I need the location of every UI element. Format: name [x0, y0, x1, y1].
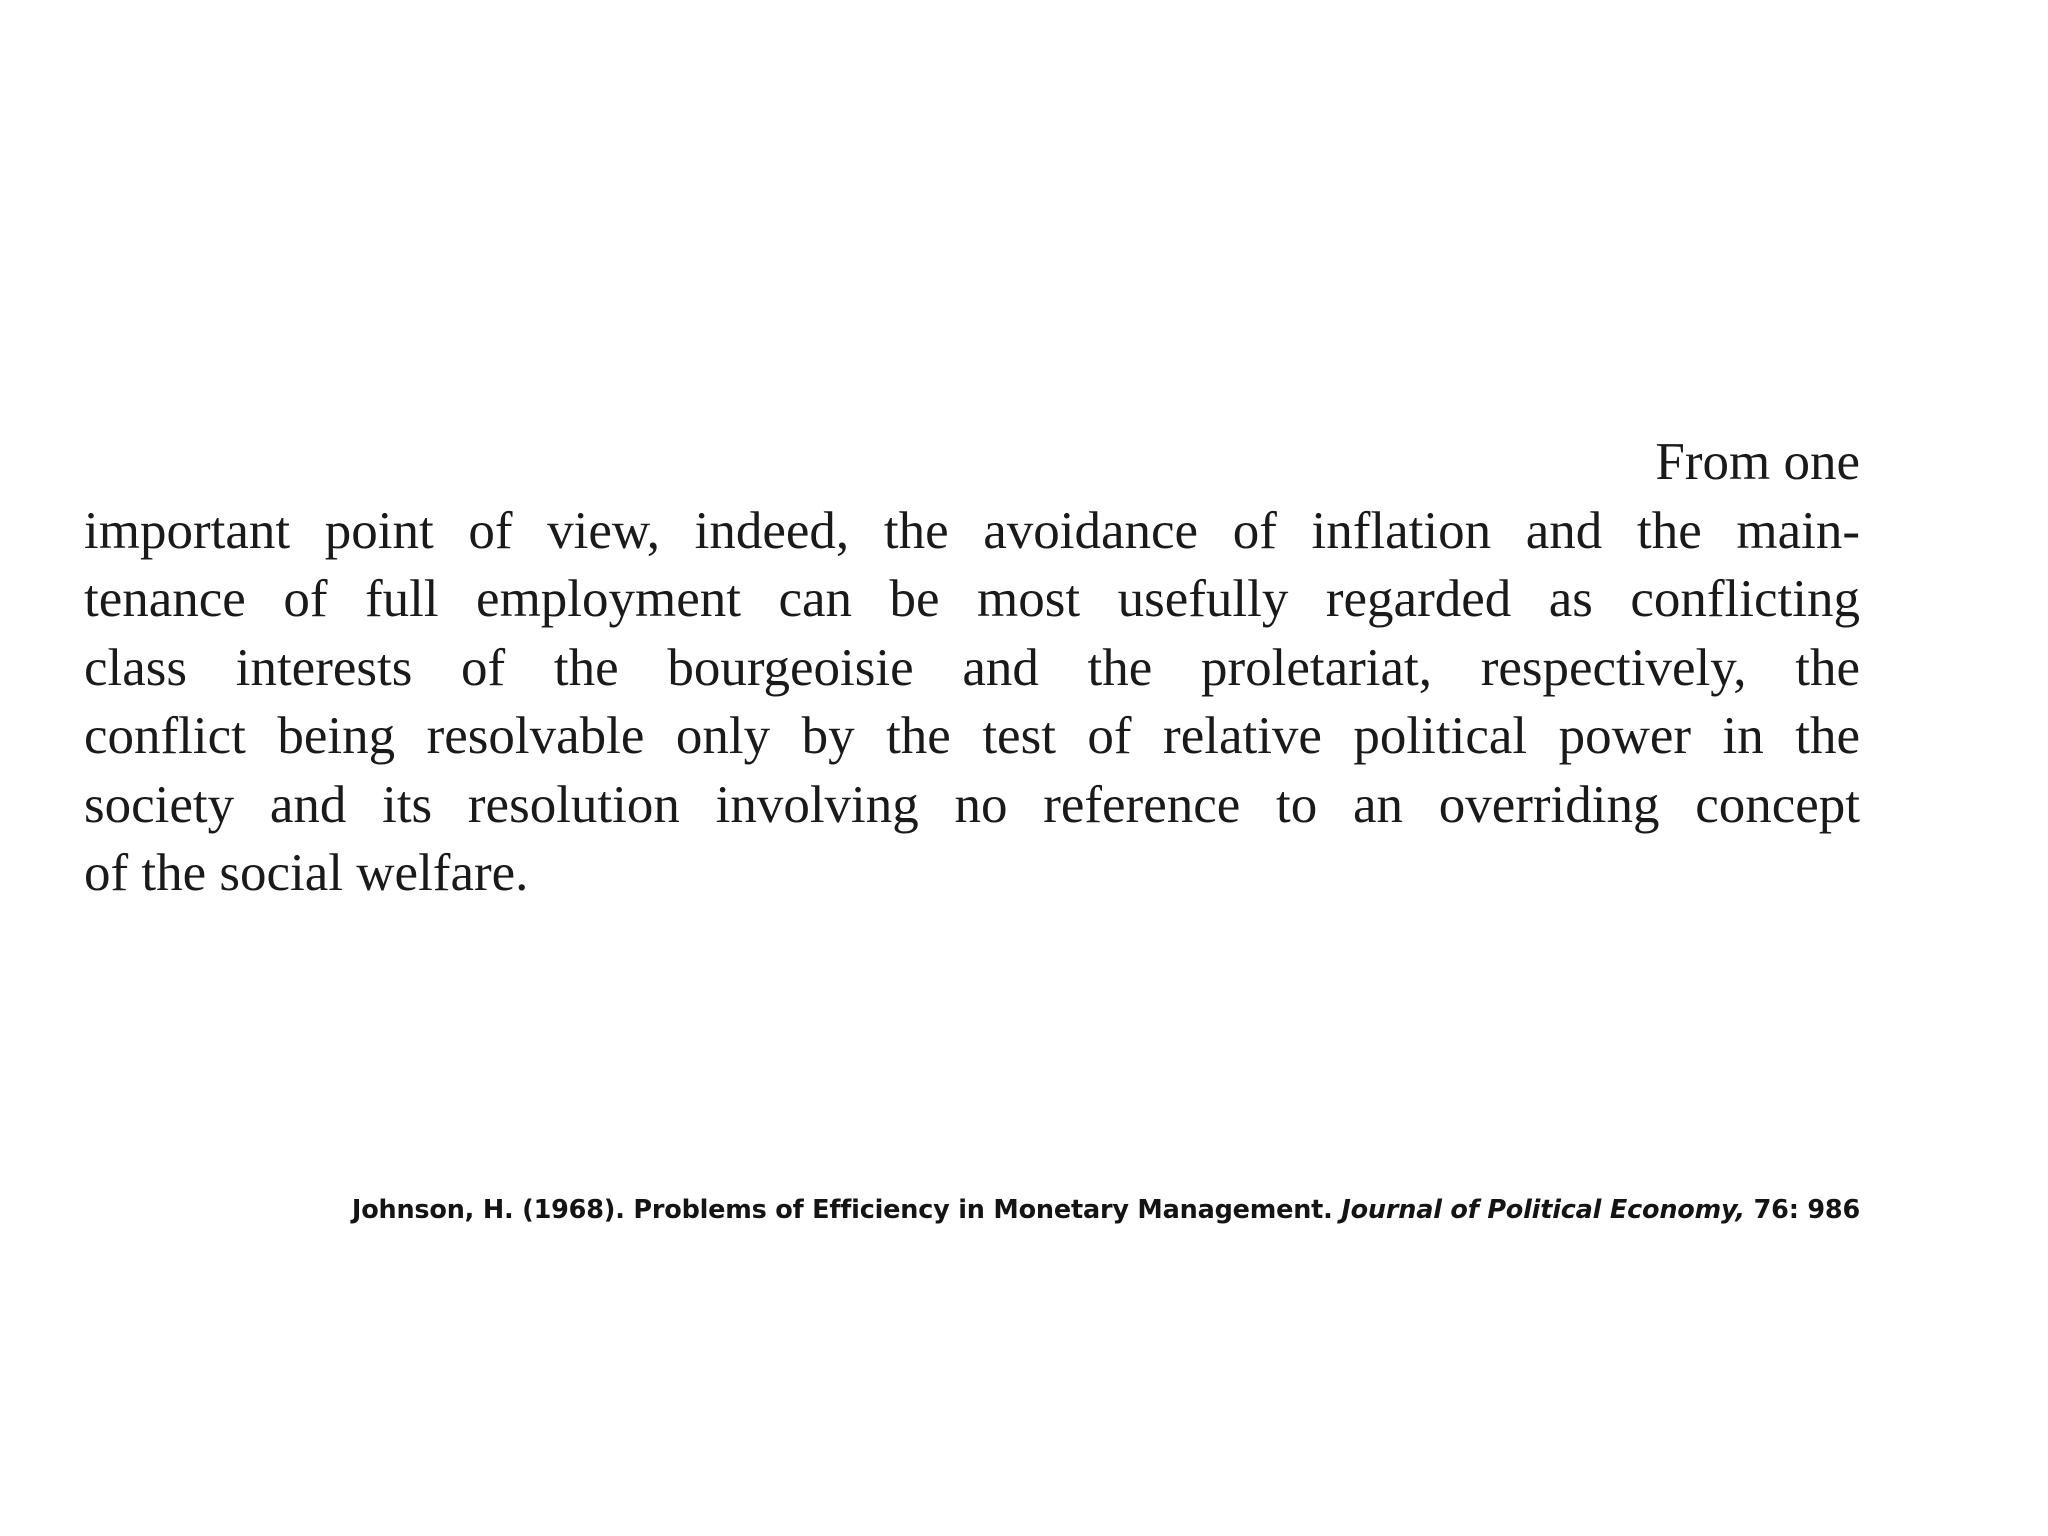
quote-passage	[84, 428, 1860, 908]
quote-line: important point of view, indeed, the avoidance of inflation and the main-	[84, 501, 1860, 560]
quote-line: From one	[1655, 433, 1860, 491]
quote-line: tenance of full employment can be most usefully regarded as conflicting	[84, 570, 1860, 628]
citation-reference: Johnson, H. (1968). Problems of Efficiency in Monetary Management.	[351, 1195, 1333, 1225]
citation-volume-page: 76: 986	[1753, 1195, 1860, 1225]
quote-line: conflict being resolvable only by the test of relative political power in the	[84, 707, 1860, 765]
citation	[284, 1192, 1860, 1228]
quote-line: society and its resolution involving no reference to an overriding concept	[84, 775, 1860, 834]
citation-journal: Journal of Political Economy,	[1341, 1195, 1745, 1225]
quote-line: class interests of the bourgeoisie and the proletariat, respectively, the	[84, 638, 1860, 697]
quote-line: of the social welfare.	[84, 844, 529, 902]
